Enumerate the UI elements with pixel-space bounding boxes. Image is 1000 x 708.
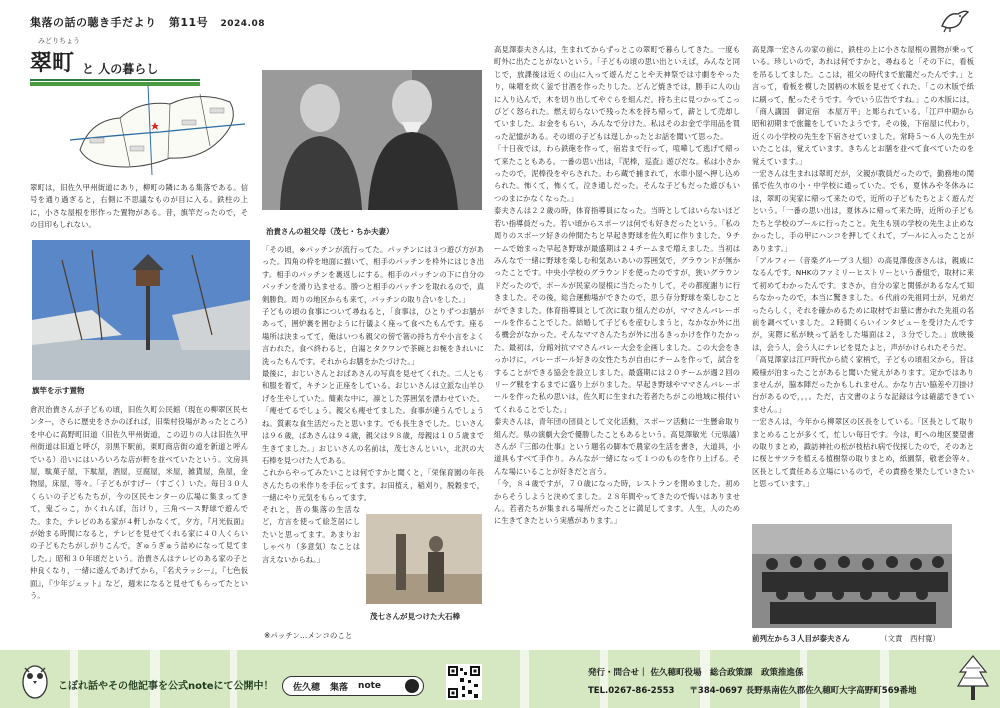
masthead	[30, 14, 273, 30]
photo-grandparents	[262, 70, 482, 210]
title-main: 翠町	[30, 51, 75, 76]
body-paragraph: 「その頃，※パッチンが流行ってた。パッチンには３つ遊び方があった。四角の枠を地面に描いて，相手のパッチンを枠外にはじき出す。相手のパッチンを裏返しにする。相手のパッチンの下に自分のパッチンを滑り込ませる。勝つと相手のパッチンを取れるので，真剣勝負。周りの地区からも来て，パッチンの取り合いをした。」	[262, 245, 484, 304]
body-paragraph: それと，昔の集落の生活など，方言を使って絵芝居にしたいと思ってます。あまりおしゃべり（多意気）なことは言えないからね。」	[262, 505, 360, 564]
search-term-village: 佐久穂	[293, 682, 321, 693]
body-paragraph: 子どもの頃の食事について尋ねると，「食事は，ひとりずつお膳があって，囲炉裏を囲むように行儀よく座って食べたもんです。座る場所は決まってて，俺はいつも親父の傍で箸の持ち方や小言をよく言われた。食べ終わると，白湯とタクワンで茶碗とお椀をきれいに洗ったもんです。それからお膳をかたづけた。」	[262, 307, 484, 366]
body-paragraph: 「高見澤家は江戸時代から続く家柄で，子どもの頃祖父から，昔は殿様が泊まったことがあると聞いた覚えがあります。定かではありませんが，脇本陣だったかもしれません。かなり古い脇差や刀掛け台があるので，，，。ただ，古文書のような記録は今は確認できていません。」	[752, 355, 974, 414]
issue-date: 2024.08	[220, 19, 265, 29]
publisher-line: 発行・問合せ｜ 佐久穂町役場 総合政策課 政策推進係	[588, 668, 804, 678]
photo-group	[752, 524, 952, 628]
search-term-shuraku: 集落	[330, 682, 349, 693]
caption-grandparents: 治貴さんの祖父母（茂七・ちか夫妻）	[266, 227, 394, 236]
body-paragraph: 「今，８４歳ですが，７０歳になった時，レストランを閉めました。初めからそうしようと決めてました。２８年間やってきたので悔いはありません。若者たちが集まれる場所だったことに満足してます。人生，人のために生きてきたという実感があります。」	[494, 479, 740, 526]
body-paragraph: 「十日夜では，わら鉄砲を作って，宿岩まで行って，喧嘩して逃げて帰って来たこともある。一番の思い出は，『泥棒，巡査』遊びだな。私は小さかったので，泥棒役をやらされた。わら蔵で捕まれて，水車小屋へ押し込められた。怖くて，怖くて，泣き通しだった。そんな子どもだった遊びもいつのまにかなくなった。」	[494, 144, 740, 203]
article-credit: （文責 西村寛）	[880, 634, 940, 643]
body-paragraph: 泰夫さんは２２歳の時，体育指導員になった。当時としてはいらないほど若い指導員だった。若い頃からスポーツは何でも好きだったという。「私の周りのスポーツ好きの仲間たちと早起き野球を佐久町に作りました。９チームで始まった早起き野球が最盛期は２４チームまで増えました。当初はみんなで一緒に野球を楽しむ和気あいあいの雰囲気で，グラウンドが無かったことです。中央小学校のグラウンドを使ったのですが，狭いグラウンドだったので，ボールが民家の屋根に当たったりして，その都度謝りに行きました。その後，総合運動場ができたので，思う存分野球を楽しむことができました。体育指導員として次に取り組んだのが，ママさんバレーボールを作ることでした。結婚して子どもを産むしまうと，なかなか外に出る機会がなかった。そんなママさんたちが外に出るきっかけを作りたかった。最初は，分館対抗ママさんバレー大会を企画しました。この大会をきっかけに，バレーボール好きの女性たちが自由にチームを作って，試合をすることができる協会を設立しました。最盛期には２０チームが週２回のリーグ戦をするまでに盛り上がりました。早起き野球やママさんバレーボールを作った私の思いは，佐久町に生まれた若者たちがこの地域に根付いてくれることでした。」	[494, 206, 740, 414]
village-map	[60, 80, 250, 180]
article-title	[30, 36, 200, 86]
title-sub: と 人の暮らし	[82, 62, 159, 76]
body-paragraph: 高見澤一宏さんの家の前に，鉄柱の上に小さな屋根の置物が乗っている。珍しいので，あれは何ですかと，尋ねると「その下に，看板を吊るしてました。ここは，祖父の時代まで旅籠だったんです。」と言って，看板を模した図柄の木版を見せてくれた。「この木版で紙に刷って，配ったそうです。今でいう広告ですね。」この木版には，「商人講国 御定宿 本屋万平」と彫られている。「江戸中期から昭和初期まで旅籠をしていたようです。その後，下宿屋に代わり，近くの小学校の先生を下宿させていました。常時５～６人の先生がいたことは，覚えています。きちんとお膳を並べて食べていたのを覚えています。」	[752, 45, 974, 166]
intro-paragraph: 翠町は，旧佐久甲州街道にあり，柳町の隣にある集落である。信号を通り過ぎると，右側に不思議なものが目に入る。鉄柱の上に，小さな屋根を形作った置物がある。昔，旗竿だったので，その目印もしれない。	[30, 183, 248, 230]
column-1-intro	[30, 182, 248, 238]
body-paragraph: これからやってみたいことは何ですかと聞くと，「栄保育園の年長さんたちの米作りを手伝ってます。お田植え，稲刈り，脱穀まで，一緒にやり元気をもらってます。	[262, 468, 484, 503]
caption-shrine: 旗竿を示す置物	[32, 386, 85, 395]
qr-code-icon[interactable]	[446, 664, 482, 700]
column-2-side	[262, 504, 360, 594]
phone-number: TEL.0267-86-2553	[588, 686, 675, 696]
pachin-footnote: ※パッチン…メンコのこと	[264, 631, 353, 640]
title-ruby: みどりちょう	[38, 37, 80, 45]
issue-number: 第11号	[168, 16, 209, 29]
tree-icon	[956, 654, 990, 704]
search-icon[interactable]	[405, 679, 419, 693]
body-paragraph: 「アルフィー（音楽グループ３人組）の高見澤俊彦さんは，親戚になるんです。NHKのファミリーヒストリーという番組で，取材に来て初めてわかったんです。まさか，自分の家と関係があるなんて知らなかったので，本当に驚きました。６代前の先祖同士が，兄弟だったらしく，それを確かめるために取材でお墓に書かれた先祖の名前を調べていました。２時間くらいインタビューを受けたんですが，実際に私が映って話をした場面は２，３分でした。」放映後は，会う人，会う人にテレビを見たよと，声がかけられたそうだ。	[752, 255, 974, 352]
body-paragraph: 高見澤泰夫さんは，生まれてからずっとこの翠町で暮らしてきた。一度も町外に出たことがないという。「子どもの頃の思い出といえば，みんなと同じで，放課後は近くの山に入って遊んだことや天神祭では寸劇をやったり，味噌を炊く釜で甘酒を作ったりした。どんど焼きでは，勝手に人の山に入り込んで，木を切り出してやぐらを組んだ。持ち主に見つかってこっぴどく怒られた。燃え切らないで残った木を持ち帰って，薪として売却していました。お金をもらい，みんなで分けた。私はそのお金で学用品を買った記憶がある。その頃の子どもは逞しかったとお話を聞いて思った。	[494, 45, 740, 141]
body-paragraph: 倉沢治貴さんが子どもの頃，旧佐久町公民館（現在の柳翠区民センター，さらに歴史をさかのぼれば，旧柴村役場があったところ）を中心に高野町旧道（旧佐久甲州街道，この辺りの人は旧佐久甲州街道は旧道と呼び，羽黒下駅前，東町商店街の道を新道と呼んでいる）沿いにはいろいろな店が軒を並べていたという。文房具屋，駄菓子屋，下駄屋，酒屋，豆腐屋，米屋，雑貨屋，魚屋，金物屋，床屋，等々。「子どもがすげー（すごく）いた。毎日３０人くらいの子どもたちが，今の区民センターの広場に集まってきて，鬼ごっこ，かくれんぼ，缶けり，三角ベース野球で遊んでた。また，テレビのある家が４軒しかなくて，夕方，『月光仮面』が始まる時間になると，テレビを見せてくれる家に４０人くらいの子どもたちがしがりこんで，ぎゅうぎゅう詰めになって見てました。」昭和３０年頃だという。治貴さんはテレビのある家の子と仲良くなり，一緒に遊んであげてから，『名犬ラッシー』，『七色仮面』，『少年ジェット』など，週末になると見せてもらってたという。	[30, 405, 248, 601]
photo-stone-rod	[366, 514, 482, 604]
column-1-body	[30, 404, 248, 644]
caption-stone-rod: 茂七さんが見つけた大石棒	[370, 612, 460, 621]
postal-address: 〒384-0697 長野県南佐久郡佐久穂町大字高野町569番地	[689, 686, 917, 696]
note-search-box[interactable]	[282, 676, 424, 696]
body-paragraph: 泰夫さんは，青年団の団員として文化活動，スポーツ活動に一生懸命取り組んだ。県の演劇大会で優勝したこともあるという。高見澤敏光（元県議）さんが『三郎の仕事』という題名の脚本で農家の生活を書き，大道具，小道具もすべて手作り。みんなが一緒になって１つのものを作り上げる。そんな場にいることが好きだと言う。	[494, 417, 740, 476]
note-announcement: こぼれ話やその他記事を公式noteにて公開中！	[58, 681, 274, 692]
footer	[0, 650, 1000, 708]
owl-icon	[20, 660, 50, 700]
bird-icon	[938, 6, 970, 34]
series-title: 集落の話の聴き手だより	[30, 16, 157, 29]
search-term-note: note	[358, 681, 382, 691]
photo-shrine-marker	[32, 240, 250, 380]
caption-group: 前列左から３人目が泰夫さん	[752, 634, 850, 643]
body-paragraph: 一宏さんは生まれは翠町だが，父親が教員だったので，勤務地の関係で佐久市の小・中学校に通っていた。でも，夏休みや冬休みには，翠町の実家に帰って来たので，近所の子どもたちとよく遊んだという。「一番の思い出は，夏休みに帰って来た時，近所の子どもたちと学校のプールに行ったこと。先生も別の学校の先生よ止めなかったし，手の甲にハンコを押してくれて，プールに入ったことがあります。」	[752, 169, 974, 253]
body-paragraph: 最後に，おじいさんとおばあさんの写真を見せてくれた。二人とも和服を着て，キチンと正座をしている。おじいさんは立派な山羊ひげを生やしていた。簡素な中に，凛とした雰囲気を漂わせていた。「痩せてるでしょう。親父も痩せてました。食事が違うんでしょうね。質素な食生活だったと思います。でも長生きでした。じいさんは９６歳，ばあさんは９４歳，親父は９８歳，母親は１０５歳まで生きてました。」おじいさんの名前は，茂七さんといい，北沢の大石棒を見つけた人である。	[262, 369, 484, 465]
column-3-body	[494, 44, 740, 644]
publisher-info	[588, 664, 917, 700]
column-4-body	[752, 44, 974, 520]
body-paragraph: 一宏さんは，今年から柳翠区の区長をしている。「区長として取りまとめることが多くて，忙しい毎日です。今は，町への地区要望書の取りまとめ，諏訪神社の松が枝枯れ病で伐採したので，そのあとに桜とサツラを植える植樹祭の取りまとめ，紙園祭，敬老会等々。区長として責任ある立場にいるので，その責務を果たしていきたいと思っています。」	[752, 417, 974, 489]
